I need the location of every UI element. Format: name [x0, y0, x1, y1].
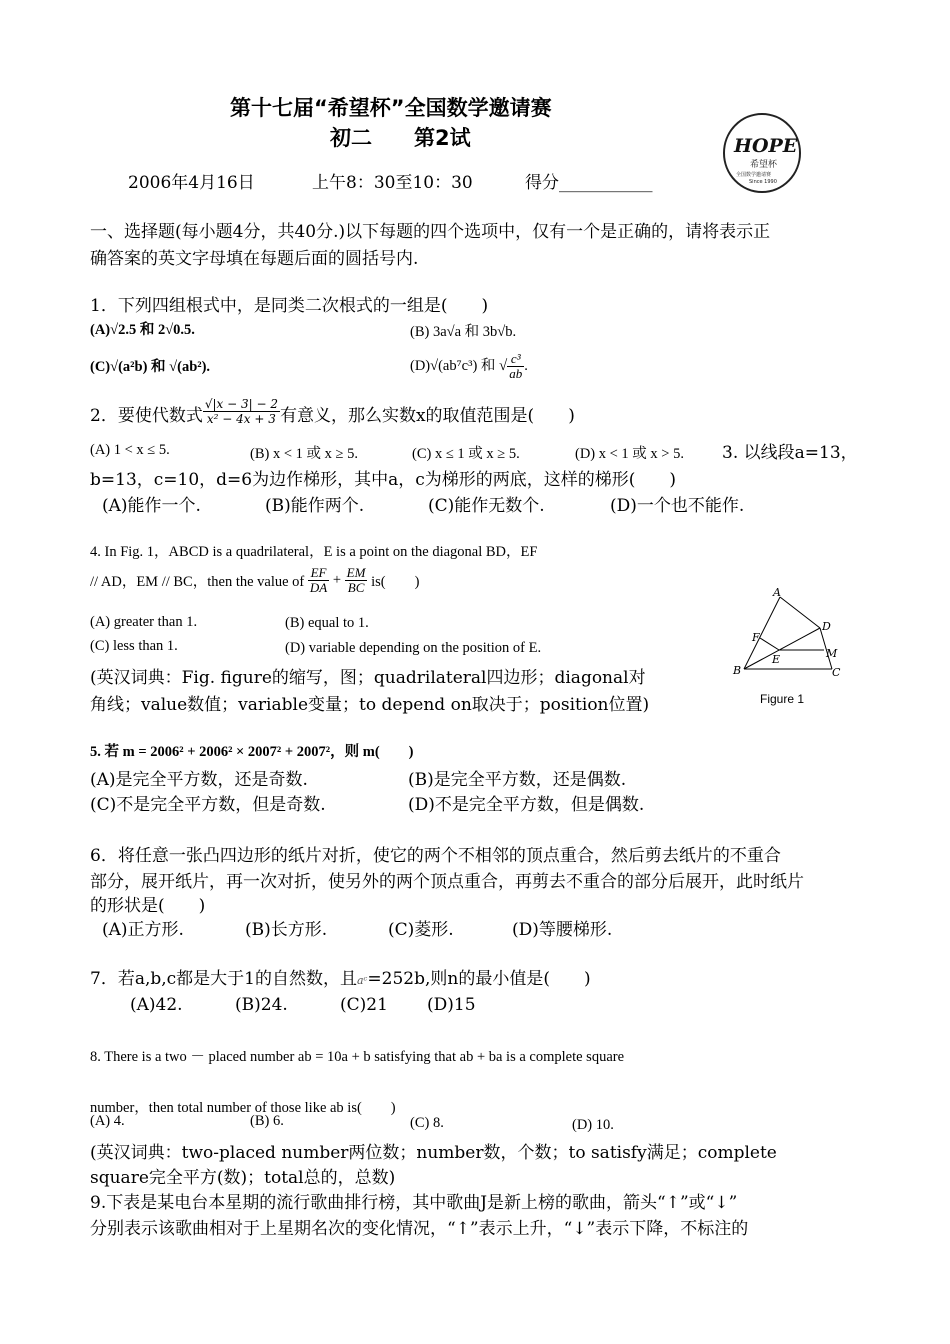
fig-label-d: D	[822, 620, 831, 633]
q2-num: √|x − 3| − 2	[204, 396, 278, 411]
q4-dictionary-line2: 角线；value数值；variable变量；to depend on取决于；position位置)	[90, 695, 650, 715]
logo-tiny: 全国数学邀请赛	[736, 172, 772, 178]
logo-text: HOPE	[734, 135, 798, 157]
q4-plus: +	[332, 572, 342, 588]
q9-line1: 9.下表是某电台本星期的流行歌曲排行榜，其中歌曲J是新上榜的歌曲，箭头“↑”或“↓”	[90, 1193, 738, 1213]
q1-d-post: .	[524, 357, 528, 374]
q8-option-c: (C) 8.	[410, 1115, 444, 1131]
section-intro-line2: 确答案的英文字母填在每题后面的圆括号内.	[90, 249, 419, 269]
exam-title: 第十七届“希望杯”全国数学邀请赛	[230, 96, 552, 120]
q1-option-b: (B) 3a√a 和 3b√b.	[410, 324, 517, 340]
q8-line2: number，then total number of those like ab is( )	[90, 1100, 396, 1116]
q6-option-a: (A)正方形.	[102, 920, 184, 940]
q9-line2: 分别表示该歌曲相对于上星期名次的变化情况，“↑”表示上升，“↓”表示下降，不标注的	[90, 1219, 749, 1239]
q7-option-b: (B)24.	[235, 995, 288, 1015]
q2-den: x² − 4x + 3	[206, 411, 276, 426]
q4-option-a: (A) greater than 1.	[90, 614, 198, 630]
q4-line2-pre: // AD，EM // BC，then the value of	[90, 574, 305, 590]
section-intro-line1: 一、选择题(每小题4分，共40分.)以下每题的四个选项中，仅有一个是正确的，请将表示正	[90, 222, 771, 242]
q5-option-a: (A)是完全平方数，还是奇数.	[90, 770, 308, 790]
fig-label-b: B	[733, 664, 742, 677]
q1-option-c: (C)√(a²b) 和 √(ab²).	[90, 359, 211, 375]
exam-time: 上午8：30至10：30	[312, 173, 473, 193]
q4-f1-den: DA	[309, 580, 328, 595]
logo-sub: 希望杯	[750, 160, 778, 170]
q2-option-b: (B) x < 1 或 x ≥ 5.	[250, 446, 358, 462]
q4-dictionary-line1: (英汉词典：Fig. figure的缩写，图；quadrilateral四边形；diagonal对	[90, 668, 646, 688]
q6-option-b: (B)长方形.	[245, 920, 328, 940]
q4-line2	[90, 566, 419, 595]
q7-stem-ac: aᶜ	[356, 974, 368, 987]
fig-label-a: A	[773, 586, 781, 599]
figure-caption: Figure 1	[760, 692, 805, 706]
q8-option-d: (D) 10.	[572, 1117, 614, 1133]
q4-line2-post: is( )	[371, 574, 420, 590]
q4-f2-den: BC	[347, 580, 365, 595]
q3-option-d: (D)一个也不能作.	[610, 496, 745, 516]
q1-d-num: c³	[507, 352, 524, 367]
q5-option-b: (B)是完全平方数，还是偶数.	[408, 770, 627, 790]
q1-option-d: (D)√(ab⁷c³) 和 √ $\frac{\text{c³}}{ab}$ .	[410, 351, 528, 381]
q7-option-a: (A)42.	[130, 995, 183, 1015]
q4-option-c: (C) less than 1.	[90, 638, 178, 654]
q3-line2: b=13，c=10，d=6为边作梯形，其中a，c为梯形的两底，这样的梯形( )	[90, 470, 677, 490]
edge-ad	[780, 597, 820, 628]
q2-post: 有意义，那么实数x的取值范围是( )	[279, 406, 575, 426]
q6-option-c: (C)菱形.	[388, 920, 454, 940]
q7-stem-pre: 7．若a,b,c都是大于1的自然数，且	[90, 969, 357, 989]
q1-option-d-pre: (D)√(ab⁷c³) 和	[410, 357, 496, 374]
q5-option-c: (C)不是完全平方数，但是奇数.	[90, 795, 326, 815]
fig-label-e: E	[772, 653, 781, 666]
q2-option-d: (D) x < 1 或 x > 5.	[575, 446, 684, 462]
q4-option-d: (D) variable depending on the position of E.	[285, 640, 542, 656]
fig-label-c: C	[832, 666, 841, 679]
q7-stem-post: =252b,则n的最小值是( )	[367, 969, 591, 989]
q4-line1: 4. In Fig. 1，ABCD is a quadrilateral，E is a point on the diagonal BD，EF	[90, 544, 538, 560]
q1-d-den: ab	[509, 366, 523, 381]
q6-line1: 6．将任意一张凸四边形的纸片对折，使它的两个不相邻的顶点重合，然后剪去纸片的不重合	[90, 846, 781, 866]
q6-line3: 的形状是( )	[90, 896, 206, 916]
q8-line1: 8. There is a two － placed number ab = 10a + b satisfying that ab + ba is a complete square	[90, 1049, 625, 1065]
q8-option-b: (B) 6.	[250, 1113, 284, 1129]
figure-1	[730, 585, 842, 710]
segment-ef	[760, 638, 779, 650]
logo-since: Since 1990	[749, 179, 777, 185]
q1-option-a: (A)√2.5 和 2√0.5.	[90, 322, 195, 338]
q3-option-a: (A)能作一个.	[102, 496, 201, 516]
score-field: 得分___________	[525, 173, 653, 193]
q3-option-c: (C)能作无数个.	[428, 496, 545, 516]
fig-label-m: M	[826, 647, 838, 660]
q4-option-b: (B) equal to 1.	[285, 615, 369, 631]
q2-stem	[90, 396, 575, 426]
q5-stem: 5. 若 m = 2006² + 2006² × 2007² + 2007²，则 m( )	[90, 744, 414, 760]
q7-option-c: (C)21	[340, 995, 388, 1015]
q2-option-c: (C) x ≤ 1 或 x ≥ 5.	[412, 446, 520, 462]
q8-option-a: (A) 4.	[90, 1113, 125, 1129]
exam-subtitle: 初二 第2试	[330, 126, 471, 150]
q5-option-d: (D)不是完全平方数，但是偶数.	[408, 795, 645, 815]
fig-label-f: F	[752, 631, 760, 644]
q4-f1-num: EF	[308, 566, 329, 581]
q3-line1: 3. 以线段a=13，	[722, 443, 858, 463]
exam-date: 2006年4月16日	[128, 173, 255, 193]
q2-option-a: (A) 1 < x ≤ 5.	[90, 442, 170, 458]
q6-option-d: (D)等腰梯形.	[512, 920, 613, 940]
hope-cup-logo	[722, 112, 802, 194]
q8-dictionary-line2: square完全平方(数)；total总的，总数)	[90, 1168, 396, 1188]
q6-line2: 部分，展开纸片，再一次对折，使另外的两个顶点重合，再剪去不重合的部分后展开，此时纸片	[90, 872, 804, 892]
q7-option-d: (D)15	[427, 995, 476, 1015]
q1-stem: 1．下列四组根式中，是同类二次根式的一组是( )	[90, 296, 489, 316]
q3-option-b: (B)能作两个.	[265, 496, 365, 516]
q2-pre: 2．要使代数式	[90, 406, 203, 426]
q8-dictionary-line1: (英汉词典：two-placed number两位数；number数，个数；to satisfy满足；complete	[90, 1143, 777, 1163]
q4-f2-num: EM	[346, 565, 366, 580]
q7-stem	[90, 966, 591, 994]
